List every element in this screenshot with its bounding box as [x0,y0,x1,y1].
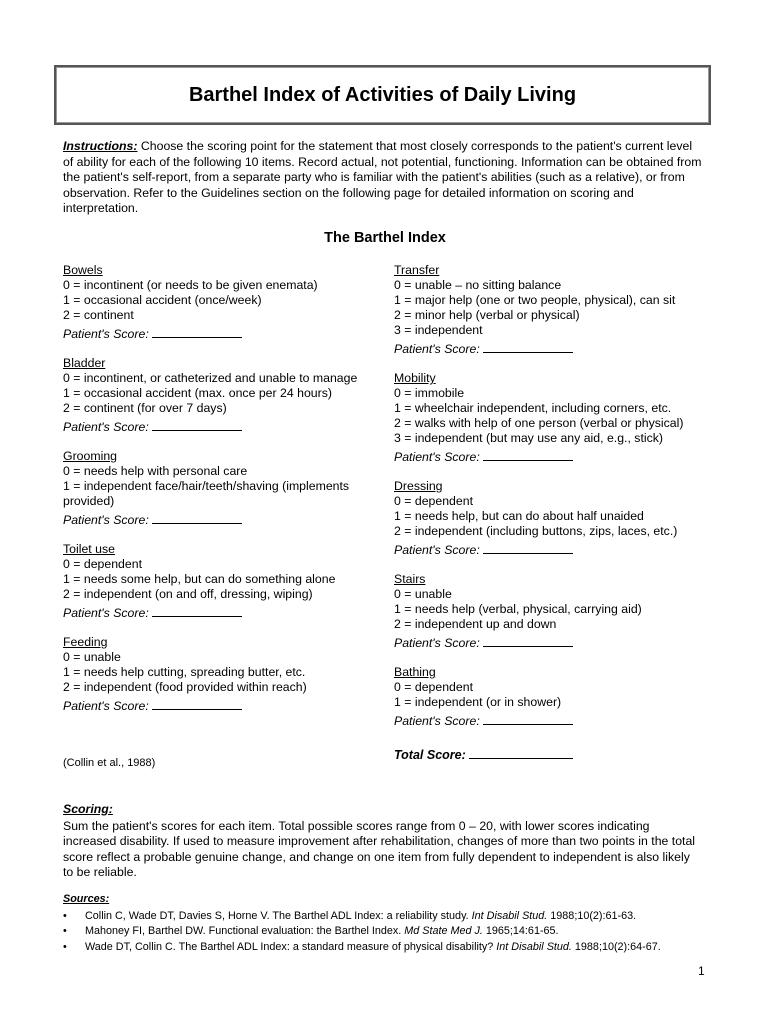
item-bowels [63,263,383,342]
right-column [394,263,714,763]
score-label: Patient's Score: [63,699,149,713]
item-option: 1 = wheelchair independent, including corners, etc. [394,401,672,415]
score-label: Patient's Score: [394,450,480,464]
item-feeding [63,635,383,714]
scoring-section [63,802,703,880]
score-label: Patient's Score: [394,636,480,650]
item-transfer [394,263,714,357]
item-title: Mobility [394,371,436,385]
instructions-text: Choose the scoring point for the statement that most closely corresponds to the patient's current level of ability for each of the following 10 items. Record actual, not potential, functioning. Information can be obtained from the patient's self-report, from a separate party who is familiar with the patient's abilities (such as a relative), or from observation. Refer to the Guidelines section on the following page for detailed information on scoring and interpretation. [63,139,702,216]
score-line [394,542,714,558]
instructions [63,139,703,217]
item-option: 2 = continent [63,308,134,322]
total-score-blank[interactable] [469,747,573,759]
item-option: 0 = dependent [394,494,473,508]
score-blank[interactable] [152,512,242,524]
score-blank[interactable] [152,419,242,431]
score-label: Patient's Score: [63,327,149,341]
item-option: 1 = needs help, but can do about half unaided [394,509,644,523]
score-blank[interactable] [152,326,242,338]
item-option: 0 = immobile [394,386,465,400]
item-option: 1 = major help (one or two people, physical), can sit [394,293,676,307]
score-label: Patient's Score: [394,342,480,356]
total-score-label: Total Score: [394,748,466,762]
item-title: Bowels [63,263,103,277]
item-option: 1 = needs help cutting, spreading butter, etc. [63,665,306,679]
source-text: Mahoney FI, Barthel DW. Functional evaluation: the Barthel Index. [85,925,405,938]
score-label: Patient's Score: [63,606,149,620]
source-ref: 1988;10(2):64-67. [571,940,661,953]
item-title: Dressing [394,479,443,493]
item-option: 1 = needs some help, but can do something alone [63,572,336,586]
item-stairs [394,572,714,651]
score-line [394,341,714,357]
score-line [394,449,714,465]
total-score-line [394,747,714,763]
source-ref: 1965;14:61-65. [482,925,559,938]
citation: (Collin et al., 1988) [63,757,156,769]
sources-section [63,892,713,955]
item-title: Stairs [394,572,426,586]
score-line [63,698,383,714]
source-journal: Int Disabil Stud. [496,940,572,953]
item-option: 1 = occasional accident (max. once per 24 hours) [63,386,332,400]
score-blank[interactable] [152,605,242,617]
score-line [394,713,714,729]
score-label: Patient's Score: [63,420,149,434]
item-option: 2 = independent (on and off, dressing, wiping) [63,587,313,601]
item-title: Transfer [394,263,440,277]
item-option: 0 = dependent [394,680,473,694]
item-option: 0 = unable – no sitting balance [394,278,562,292]
item-option: 2 = independent (food provided within reach) [63,680,307,694]
item-title: Bathing [394,665,436,679]
score-line [63,419,383,435]
item-title: Grooming [63,449,117,463]
instructions-label: Instructions: [63,139,138,153]
score-blank[interactable] [483,341,573,353]
item-option: 0 = dependent [63,557,142,571]
item-option: 0 = unable [394,587,452,601]
score-blank[interactable] [483,449,573,461]
score-blank[interactable] [152,698,242,710]
item-option: 2 = minor help (verbal or physical) [394,308,580,322]
score-line [63,512,383,528]
item-option: 1 = occasional accident (once/week) [63,293,262,307]
item-option: 3 = independent (but may use any aid, e.g., stick) [394,431,663,445]
source-item [63,909,713,924]
item-grooming [63,449,383,528]
item-option: 2 = independent (including buttons, zips, laces, etc.) [394,524,678,538]
item-title: Feeding [63,635,108,649]
item-bathing [394,665,714,729]
source-ref: 1988;10(2):61-63. [547,910,637,923]
score-blank[interactable] [483,635,573,647]
item-option: 0 = unable [63,650,121,664]
item-option: 1 = needs help (verbal, physical, carrying aid) [394,602,642,616]
item-bladder [63,356,383,435]
item-option: 3 = independent [394,323,483,337]
source-item [63,924,713,939]
score-blank[interactable] [483,542,573,554]
source-text: Wade DT, Collin C. The Barthel ADL Index: a standard measure of physical disability? [85,940,497,953]
score-line [394,635,714,651]
item-option: 0 = needs help with personal care [63,464,248,478]
item-option: 1 = independent (or in shower) [394,695,562,709]
score-label: Patient's Score: [394,714,480,728]
item-option: 0 = incontinent, or catheterized and unable to manage [63,371,358,385]
item-toilet-use [63,542,383,621]
title-box [54,65,711,125]
item-mobility [394,371,714,465]
sources-label: Sources: [63,893,110,905]
page-number: 1 [698,964,705,978]
score-line [63,326,383,342]
item-option: 0 = incontinent (or needs to be given enemata) [63,278,318,292]
score-line [63,605,383,621]
source-item [63,940,713,955]
left-column [63,263,383,728]
item-title: Toilet use [63,542,115,556]
scoring-label: Scoring: [63,802,113,816]
item-option: 2 = walks with help of one person (verbal or physical) [394,416,684,430]
sources-list [63,909,713,955]
source-text: Collin C, Wade DT, Davies S, Horne V. The Barthel ADL Index: a reliability study. [85,910,472,923]
item-dressing [394,479,714,558]
item-option: 2 = independent up and down [394,617,557,631]
source-journal: Md State Med J. [404,925,483,938]
index-heading: The Barthel Index [324,230,446,246]
source-journal: Int Disabil Stud. [471,910,548,923]
score-label: Patient's Score: [63,513,149,527]
score-blank[interactable] [483,713,573,725]
item-option: 1 = independent face/hair/teeth/shaving (implements provided) [63,479,350,508]
scoring-text: Sum the patient's scores for each item. Total possible scores range from 0 – 20, with lower scores indicating increased disability. If used to measure improvement after rehabilitation, changes of more than two points in the total score reflect a probable genuine change, and change on one item from fully dependent to independent is also likely to be reliable. [63,819,696,879]
document-title: Barthel Index of Activities of Daily Living [188,83,577,106]
item-option: 2 = continent (for over 7 days) [63,401,227,415]
item-title: Bladder [63,356,106,370]
score-label: Patient's Score: [394,543,480,557]
